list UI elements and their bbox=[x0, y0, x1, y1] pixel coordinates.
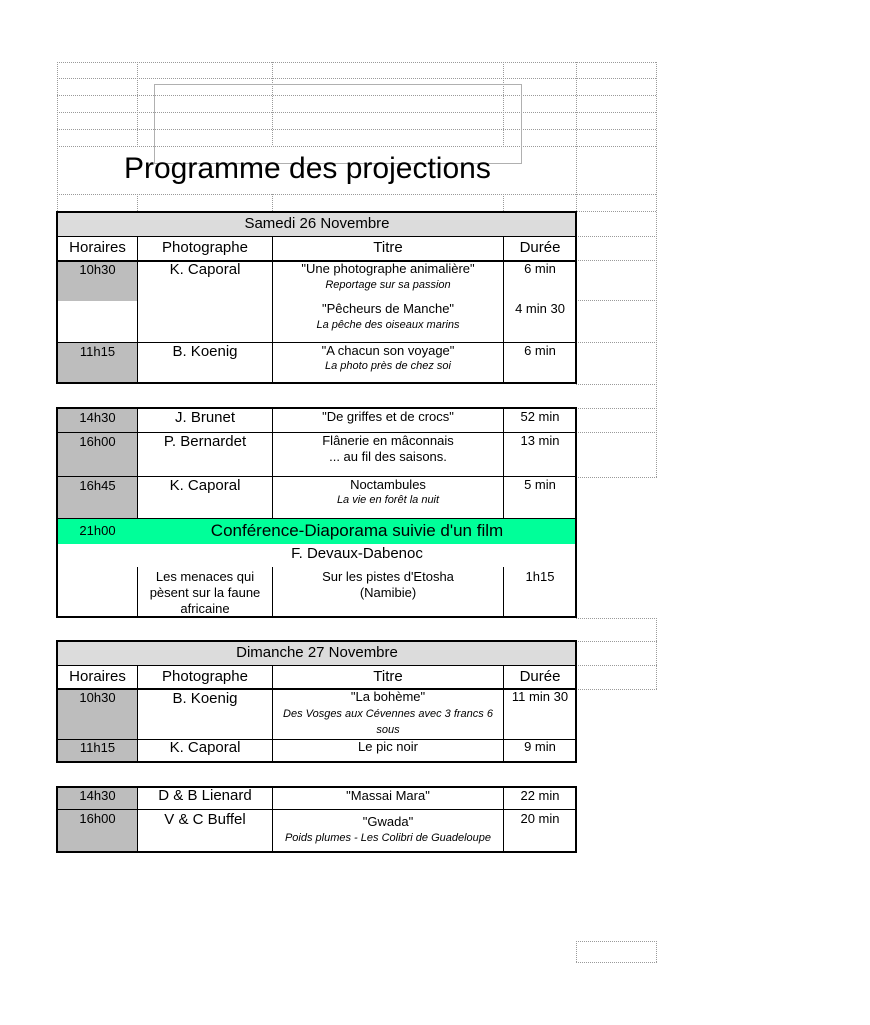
table-cell-subtitle-line2: sous bbox=[376, 724, 400, 736]
conference-theme-line1: Les menaces qui bbox=[155, 569, 255, 584]
table-cell-title: "Une photographe animalière" bbox=[301, 261, 475, 276]
table-cell-photographer: J. Brunet bbox=[174, 409, 236, 426]
table-cell-time: 16h45 bbox=[79, 478, 116, 493]
table-cell-duration: 9 min bbox=[524, 739, 556, 754]
table-cell-photographer: P. Bernardet bbox=[163, 433, 247, 450]
table-cell-photographer: K. Caporal bbox=[169, 477, 241, 494]
table-cell-photographer: B. Koenig bbox=[172, 690, 238, 707]
conference-theme-line3: africaine bbox=[180, 601, 230, 616]
table-cell-duration: 13 min bbox=[520, 433, 560, 448]
table-cell-title: Noctambules bbox=[350, 477, 426, 492]
table-cell-duration: 6 min bbox=[524, 261, 556, 276]
day2-header-time: Horaires bbox=[69, 668, 126, 685]
table-cell-subtitle: La photo près de chez soi bbox=[325, 360, 451, 372]
conference-label: Conférence-Diaporama suivie d'un film bbox=[210, 521, 504, 540]
table-cell-title: "Gwada" bbox=[362, 814, 414, 829]
day1-header-time: Horaires bbox=[69, 239, 126, 256]
table-cell-subtitle: La pêche des oiseaux marins bbox=[316, 319, 460, 331]
table-cell-time: 11h15 bbox=[79, 740, 116, 755]
day2-label: Dimanche 27 Novembre bbox=[236, 644, 398, 661]
table-cell-subtitle: Poids plumes - Les Colibri de Guadeloupe bbox=[284, 832, 492, 844]
table-cell-duration: 6 min bbox=[524, 343, 556, 358]
conference-title-line1: Sur les pistes d'Etosha bbox=[322, 569, 454, 584]
table-cell-time: 10h30 bbox=[79, 690, 116, 705]
conference-time: 21h00 bbox=[79, 523, 116, 538]
table-cell-title: "A chacun son voyage" bbox=[321, 343, 455, 358]
table-cell-time: 11h15 bbox=[79, 344, 116, 359]
table-cell-photographer: K. Caporal bbox=[169, 739, 241, 756]
table-cell-duration: 11 min 30 bbox=[511, 689, 569, 704]
table-cell-title: "La bohème" bbox=[350, 689, 426, 704]
table-cell-subtitle: La vie en forêt la nuit bbox=[336, 494, 440, 506]
conference-theme-line2: pèsent sur la faune bbox=[149, 585, 261, 600]
table-cell-title: "Massai Mara" bbox=[346, 788, 430, 803]
table-cell-time: 14h30 bbox=[79, 410, 116, 425]
day1-header-photographer: Photographe bbox=[162, 239, 248, 256]
table-cell-time: 16h00 bbox=[79, 434, 116, 449]
table-cell-title: Le pic noir bbox=[358, 739, 418, 754]
table-cell-duration: 5 min bbox=[524, 477, 556, 492]
table-cell-photographer: V & C Buffel bbox=[164, 811, 246, 828]
conference-title-line2: (Namibie) bbox=[359, 585, 417, 600]
table-cell-time: 16h00 bbox=[79, 811, 116, 826]
table-cell-photographer: B. Koenig bbox=[172, 343, 238, 360]
table-cell-duration: 20 min bbox=[520, 811, 560, 826]
page-title: Programme des projections bbox=[124, 152, 491, 185]
table-cell-duration: 4 min 30 bbox=[515, 301, 565, 316]
day1-header-title: Titre bbox=[373, 239, 403, 256]
table-cell-time: 10h30 bbox=[79, 262, 116, 277]
day2-header-duration: Durée bbox=[519, 668, 561, 685]
day1-header-duration: Durée bbox=[519, 239, 561, 256]
table-cell-duration: 52 min bbox=[520, 409, 560, 424]
conference-duration: 1h15 bbox=[525, 569, 555, 584]
day1-label: Samedi 26 Novembre bbox=[244, 215, 390, 232]
day2-header-photographer: Photographe bbox=[162, 668, 248, 685]
table-cell-title: "De griffes et de crocs" bbox=[322, 409, 454, 424]
table-cell-time: 14h30 bbox=[79, 788, 116, 803]
table-cell-photographer: K. Caporal bbox=[169, 261, 241, 278]
table-cell-subtitle: Reportage sur sa passion bbox=[325, 279, 451, 291]
table-cell-subtitle: Des Vosges aux Cévennes avec 3 francs 6 bbox=[283, 708, 493, 720]
table-cell-duration: 22 min bbox=[520, 788, 560, 803]
table-cell-title: Flânerie en mâconnais bbox=[322, 433, 454, 448]
table-cell-title: "Pêcheurs de Manche" bbox=[321, 301, 455, 316]
conference-speaker: F. Devaux-Dabenoc bbox=[291, 545, 423, 562]
table-cell-photographer: D & B Lienard bbox=[158, 787, 252, 804]
day2-header-title: Titre bbox=[373, 668, 403, 685]
table-cell-title-line2: ... au fil des saisons. bbox=[329, 449, 447, 464]
